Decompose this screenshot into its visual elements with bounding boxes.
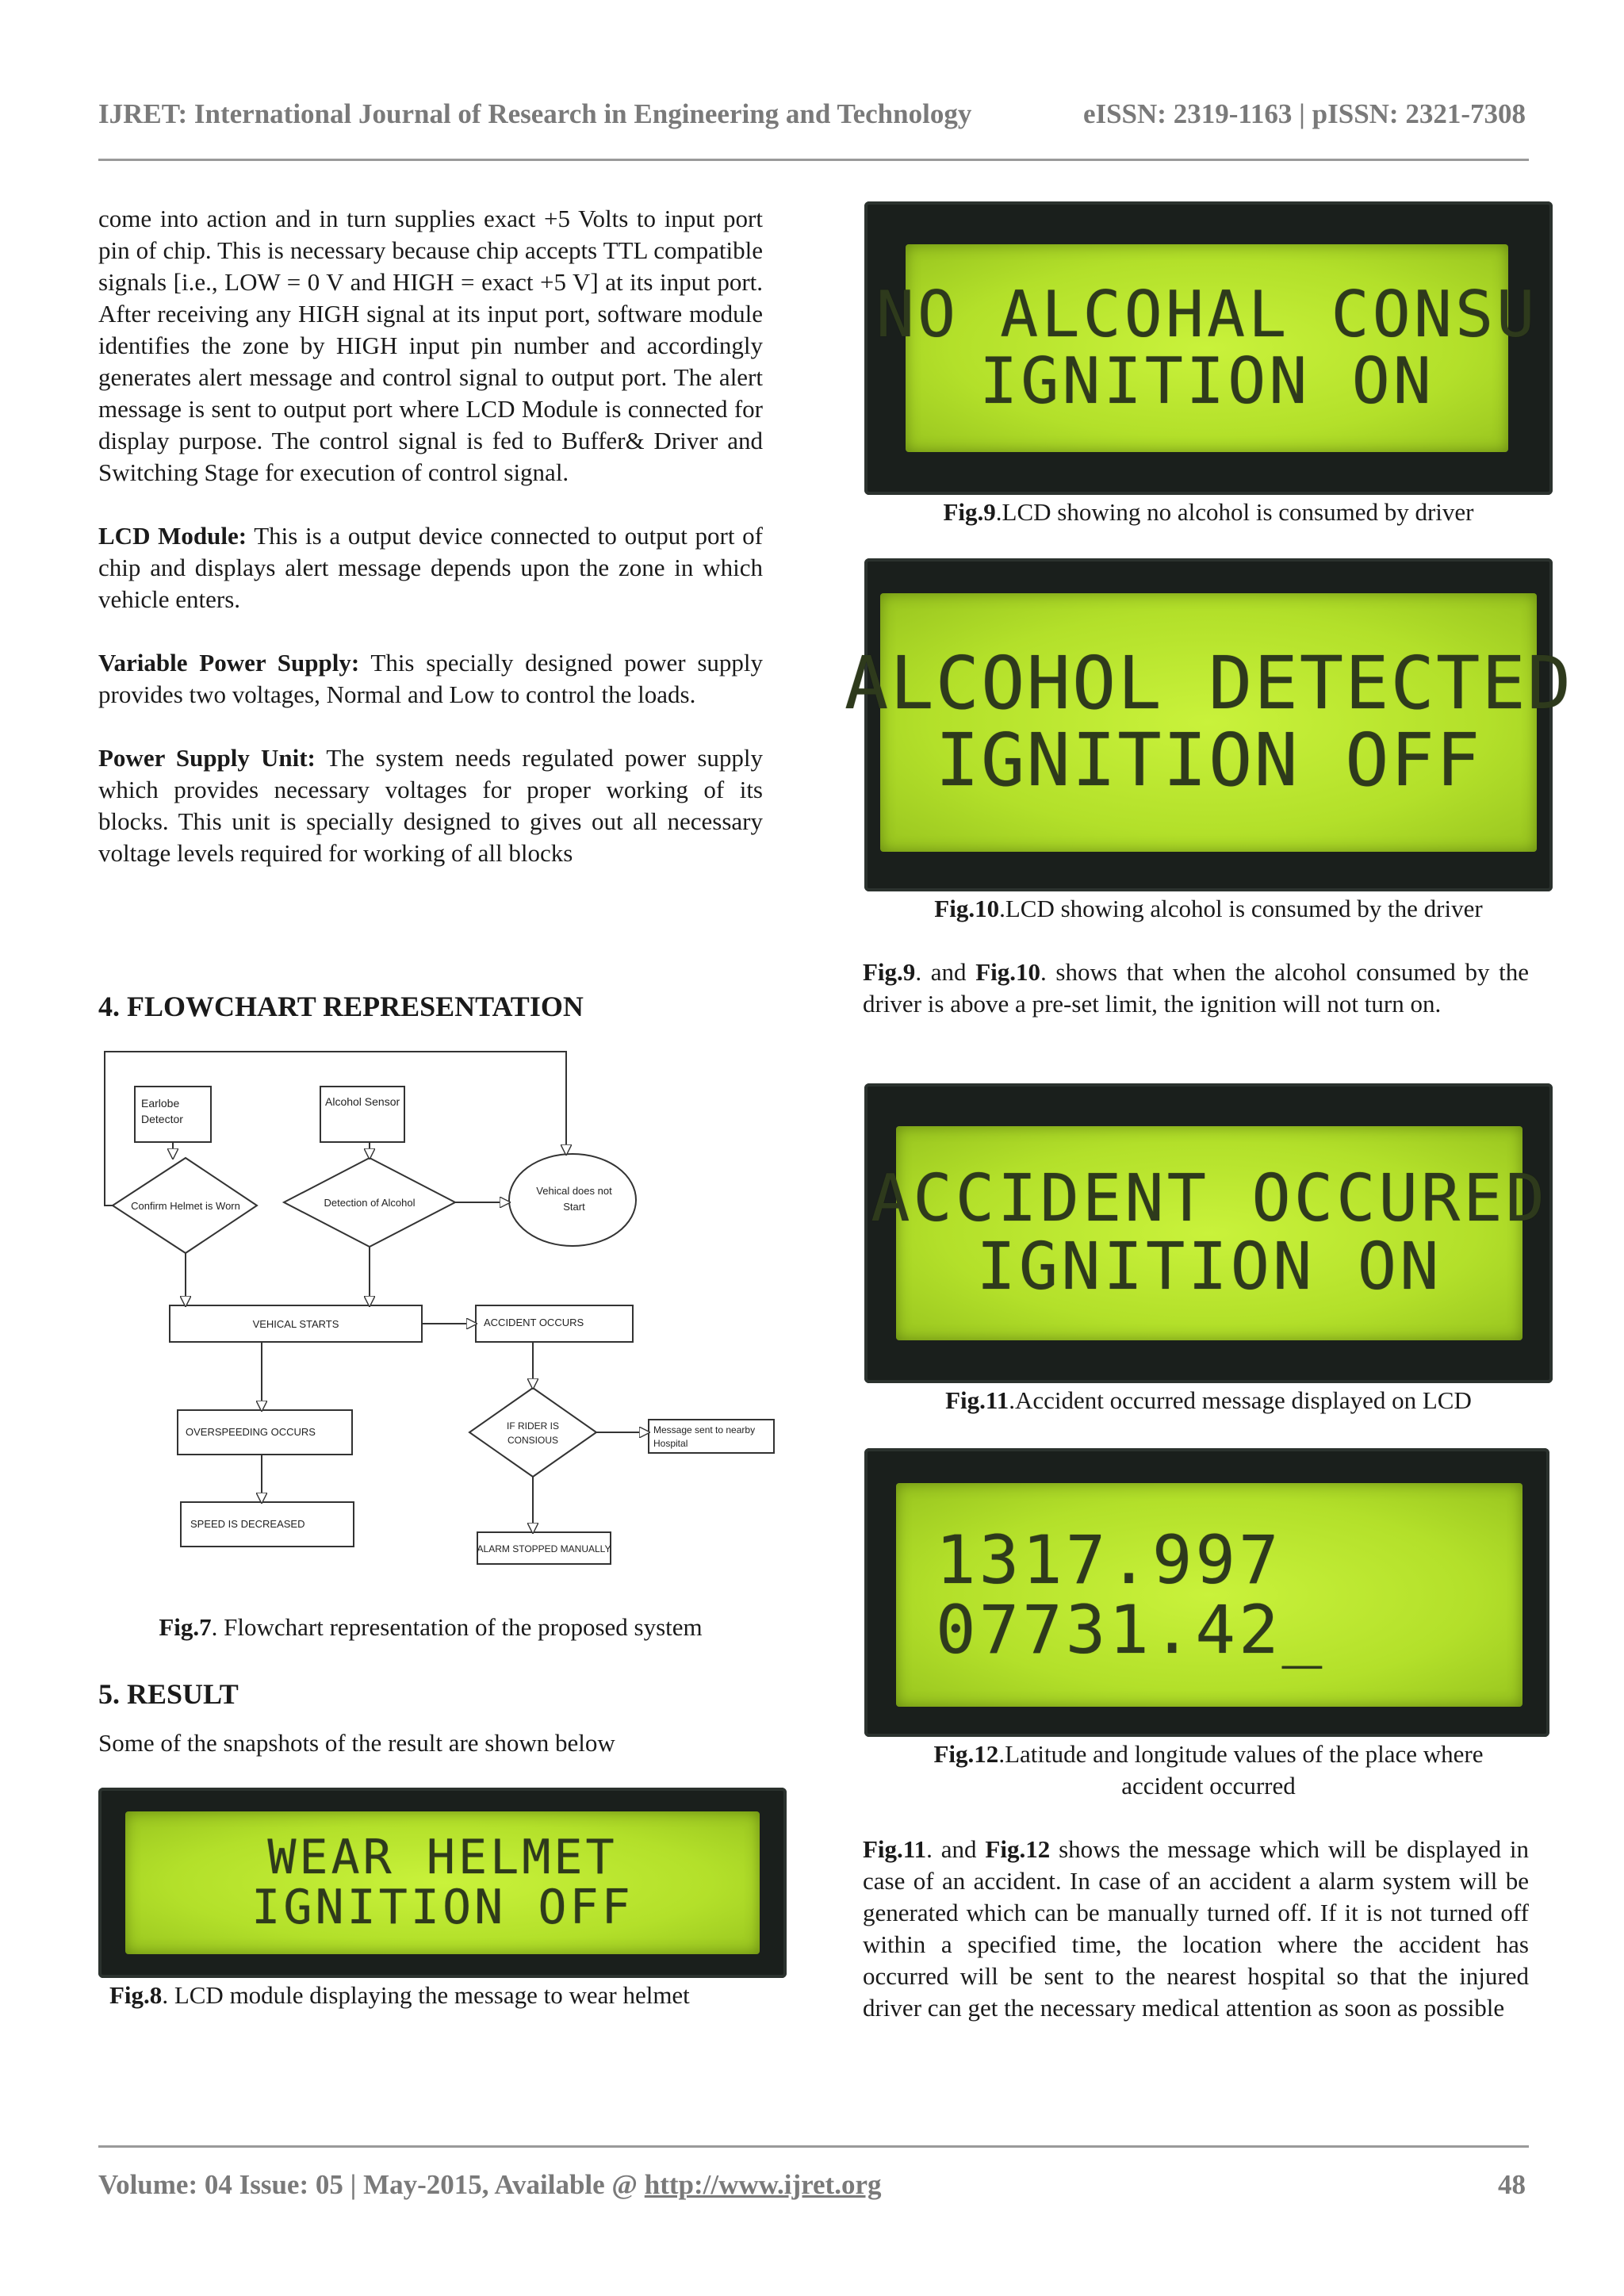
overspeeding-label: OVERSPEEDING OCCURS bbox=[186, 1426, 316, 1438]
rider-conscious-label-1: IF RIDER IS bbox=[506, 1420, 560, 1432]
lcd-fig9-line-1: NO ALCOHAL CONSU bbox=[875, 278, 1538, 351]
lcd-fig9-line-2: IGNITION ON bbox=[979, 344, 1434, 418]
lcd-fig9 bbox=[864, 201, 1553, 495]
lcd-module-label: LCD Module: bbox=[98, 522, 247, 550]
ref-fig11: Fig.11 bbox=[863, 1835, 927, 1863]
lcd-fig8 bbox=[98, 1788, 787, 1978]
alarm-stopped-label: ALARM STOPPED MANUALLY bbox=[477, 1543, 611, 1554]
section-5-heading: 5. RESULT bbox=[98, 1678, 239, 1710]
lcd-fig11 bbox=[864, 1083, 1553, 1383]
vehicle-not-start-ellipse bbox=[509, 1154, 636, 1246]
vps-label: Variable Power Supply: bbox=[98, 649, 360, 677]
lcd-fig12-line-1: 1317.997 bbox=[936, 1520, 1282, 1599]
fig8-label: Fig.8 bbox=[109, 1981, 163, 2009]
ref-and-2: . and bbox=[926, 1835, 986, 1863]
lcd-fig12-line-2: 07731.42_ bbox=[936, 1591, 1326, 1669]
fig9-caption bbox=[864, 496, 1553, 528]
message-hospital-label-2: Hospital bbox=[653, 1438, 688, 1449]
vps-text: This specially designed power supply provides two voltages, Normal and Low to control the loads. bbox=[98, 649, 763, 708]
lcd-fig11-screen bbox=[871, 1126, 1548, 1340]
paragraph-lcd-module bbox=[98, 520, 763, 615]
fig8-text: . LCD module displaying the message to wear helmet bbox=[162, 1981, 690, 2009]
fig7-text: . Flowchart representation of the proposed system bbox=[211, 1613, 703, 1641]
journal-title: IJRET: International Journal of Research in Engineering and Technology bbox=[98, 98, 972, 129]
message-hospital-label-1: Message sent to nearby bbox=[653, 1424, 756, 1435]
page-number: 48 bbox=[1498, 2169, 1526, 2200]
ref-and: . and bbox=[915, 958, 976, 986]
flowchart-diagram bbox=[98, 1045, 796, 1593]
lcd-fig10-line-2: IGNITION OFF bbox=[935, 718, 1482, 803]
lcd-fig8-line-2: IGNITION OFF bbox=[251, 1880, 634, 1935]
earlobe-label-2: Detector bbox=[141, 1113, 183, 1125]
lcd-fig8-screen bbox=[125, 1811, 760, 1954]
lcd-module-text: This is a output device connected to output port of chip and displays alert message depends upon the zone in which vehicle enters. bbox=[98, 522, 763, 613]
ref-fig9: Fig.9 bbox=[863, 958, 916, 986]
fig11-caption bbox=[864, 1385, 1553, 1416]
lcd-fig10-screen bbox=[844, 593, 1573, 852]
fig9-text: .LCD showing no alcohol is consumed by driver bbox=[995, 498, 1474, 526]
lcd-fig10 bbox=[844, 558, 1573, 891]
earlobe-label-1: Earlobe bbox=[141, 1097, 180, 1110]
fig7-label: Fig.7 bbox=[159, 1613, 212, 1641]
ref-fig12: Fig.12 bbox=[985, 1835, 1051, 1863]
psu-text: The system needs regulated power supply which provides necessary voltages for proper working of its blocks. This unit is specially designed to gives out all necessary voltage levels required for working of all blocks bbox=[98, 744, 763, 867]
lcd-fig12-screen bbox=[896, 1483, 1522, 1707]
left-column bbox=[98, 203, 763, 869]
fig8-caption bbox=[98, 1980, 798, 2011]
fig12-text-2: accident occurred bbox=[1121, 1772, 1296, 1800]
section-4-heading: 4. FLOWCHART REPRESENTATION bbox=[98, 991, 584, 1022]
lcd-fig8-line-1: WEAR HELMET bbox=[267, 1830, 618, 1885]
lcd-fig11-line-1: ACCIDENT OCCURED bbox=[871, 1160, 1548, 1236]
rider-conscious-label-2: CONSIOUS bbox=[507, 1435, 559, 1446]
footer-volume bbox=[98, 2169, 882, 2201]
fig11-text: .Accident occurred message displayed on LCD bbox=[1009, 1386, 1472, 1414]
fig12-label: Fig.12 bbox=[933, 1740, 999, 1768]
ref-fig9-10-text: . shows that when the alcohol consumed by the driver is above a pre-set limit, the ignition will not turn on. bbox=[863, 958, 1529, 1018]
lcd-fig10-line-1: ALCOHOL DETECTED bbox=[844, 641, 1573, 726]
vehicle-starts-label: VEHICAL STARTS bbox=[252, 1318, 339, 1330]
footer-volume-text: Volume: 04 Issue: 05 | May-2015, Available @ bbox=[98, 2169, 645, 2200]
footer-rule bbox=[98, 2145, 1529, 2148]
issn-info: eISSN: 2319-1163 | pISSN: 2321-7308 bbox=[1082, 98, 1526, 129]
fig10-caption bbox=[864, 893, 1553, 925]
speed-decreased-label: SPEED IS DECREASED bbox=[190, 1518, 305, 1530]
fig12-text-1: .Latitude and longitude values of the place where bbox=[998, 1740, 1484, 1768]
ref-fig11-12-text: shows the message which will be displayed in case of an accident. In case of an accident a alarm system will be generated which can be manually turned off. If it is not turned off within a specified time, the location where the accident has occurred will be sent to the nearest hospital so that the injured driver can get the necessary medical attention as soon as possible bbox=[863, 1835, 1529, 2022]
confirm-helmet-label: Confirm Helmet is Worn bbox=[131, 1200, 240, 1212]
paragraph-input-port: come into action and in turn supplies exact +5 Volts to input port pin of chip. This is necessary because chip accepts TTL compatible signals [i.e., LOW = 0 V and HIGH = exact +5 V] at its input port. After receiving any HIGH signal at its input port, software module identifies the zone by HIGH input pin number and accordingly generates alert message and control signal to output port. The alert message is sent to output port where LCD Module is connected for display purpose. The control signal is fed to Buffer& Driver and Switching Stage for execution of control signal. bbox=[98, 205, 763, 486]
detection-alcohol-label: Detection of Alcohol bbox=[324, 1197, 416, 1209]
fig7-caption bbox=[98, 1612, 763, 1643]
fig12-caption bbox=[864, 1738, 1553, 1802]
header-rule bbox=[98, 159, 1529, 161]
result-intro: Some of the snapshots of the result are shown below bbox=[98, 1729, 615, 1757]
paragraph-fig11-fig12 bbox=[863, 1834, 1529, 2024]
fig9-label: Fig.9 bbox=[943, 498, 996, 526]
rider-conscious-diamond bbox=[469, 1388, 596, 1477]
footer-link[interactable]: http://www.ijret.org bbox=[644, 2169, 882, 2200]
fig10-label: Fig.10 bbox=[934, 895, 1000, 922]
fig10-text: .LCD showing alcohol is consumed by the driver bbox=[999, 895, 1483, 922]
paragraph-variable-power bbox=[98, 647, 763, 711]
lcd-fig11-line-2: IGNITION ON bbox=[976, 1229, 1442, 1305]
vehicle-not-start-label-1: Vehical does not bbox=[536, 1185, 612, 1197]
ref-fig10: Fig.10 bbox=[975, 958, 1040, 986]
paragraph-fig9-fig10 bbox=[863, 956, 1529, 1020]
lcd-fig12 bbox=[864, 1448, 1549, 1737]
vehicle-not-start-label-2: Start bbox=[563, 1201, 585, 1213]
alcohol-sensor-label: Alcohol Sensor bbox=[325, 1095, 400, 1108]
accident-occurs-label: ACCIDENT OCCURS bbox=[484, 1317, 584, 1328]
lcd-fig9-screen bbox=[875, 244, 1538, 452]
fig11-label: Fig.11 bbox=[945, 1386, 1009, 1414]
flowchart-svg bbox=[98, 1045, 796, 1593]
paragraph-power-supply-unit bbox=[98, 742, 763, 869]
psu-label: Power Supply Unit: bbox=[98, 744, 316, 772]
